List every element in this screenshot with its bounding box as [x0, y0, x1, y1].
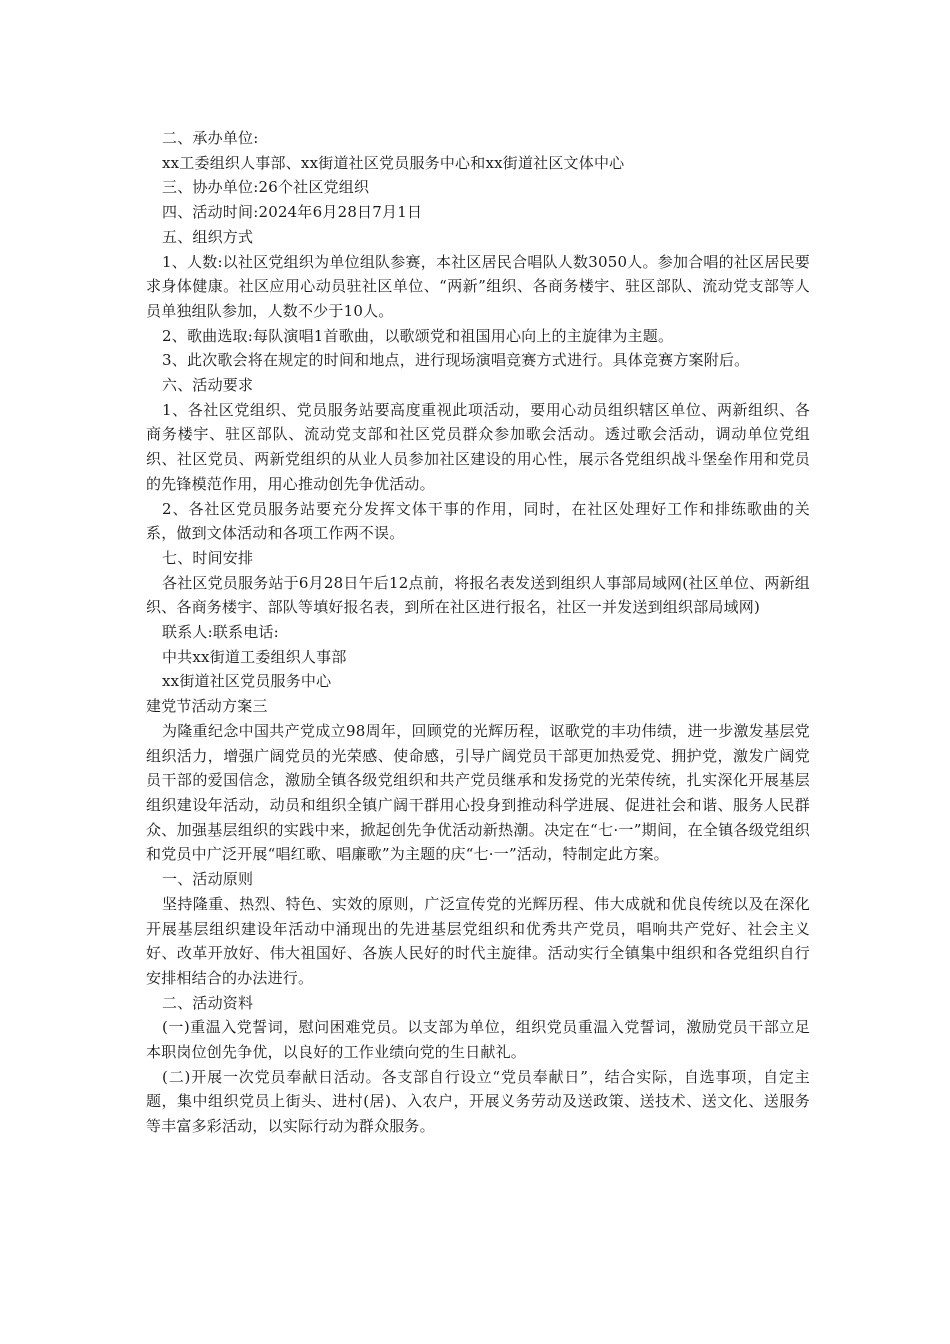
section-heading-organization-method: 五、组织方式: [162, 227, 254, 246]
paragraph-issuer-2: xx街道社区党员服务中心: [162, 672, 332, 691]
section-heading-materials: 二、活动资料: [162, 993, 254, 1012]
document-body: [146, 126, 810, 1139]
paragraph-song-selection: 2、歌曲选取:每队演唱1首歌曲，以歌颂党和祖国用心向上的主旋律为主题。: [162, 326, 674, 345]
section-heading-co-organizer: 三、协办单位:26个社区党组织: [162, 178, 370, 197]
section-heading-schedule: 七、时间安排: [162, 548, 254, 567]
paragraph-participants: 1、人数:以社区党组织为单位组队参赛，本社区居民合唱队人数3050人。参加合唱的社区居民要求身体健康。社区应用心动员驻社区单位、“两新”组织、各商务楼宇、驻区部队、流动党支部等人员单独组队参加，人数不少于10人。: [146, 252, 810, 320]
section-heading-undertaking-unit: 二、承办单位:: [162, 129, 259, 147]
plan-title: 建党节活动方案三: [146, 697, 268, 716]
paragraph-undertaking-units: xx工委组织人事部、xx街道社区党员服务中心和xx街道社区文体中心: [162, 153, 625, 172]
paragraph-requirement-1: 1、各社区党组织、党员服务站要高度重视此项活动，要用心动员组织辖区单位、两新组织、各商务楼宇、驻区部队、流动党支部和社区党员群众参加歌会活动。透过歌会活动，调动单位党组织、社区党员、两新党组织的从业人员参加社区建设的用心性，展示各党组织战斗堡垒作用和党员的先锋模范作用，用心推动创先争优活动。: [146, 400, 810, 493]
section-heading-event-time: 四、活动时间:2024年6月28日7月1日: [162, 203, 423, 222]
section-heading-requirements: 六、活动要求: [162, 376, 254, 395]
paragraph-material-2: (二)开展一次党员奉献日活动。各支部自行设立“党员奉献日”，结合实际，自选事项，自定主题，集中组织党员上街头、进村(居)、入农户，开展义务劳动及送政策、送技术、送文化、送服务等丰富多彩活动，以实际行动为群众服务。: [146, 1067, 810, 1136]
paragraph-contact: 联系人:联系电话:: [162, 623, 279, 642]
section-heading-principles: 一、活动原则: [162, 870, 254, 889]
paragraph-material-1: (一)重温入党誓词，慰问困难党员。以支部为单位，组织党员重温入党誓词，激励党员干部立足本职岗位创先争优，以良好的工作业绩向党的生日献礼。: [146, 1018, 810, 1062]
paragraph-introduction: 为隆重纪念中国共产党成立98周年，回顾党的光辉历程，讴歌党的丰功伟绩，进一步激发基层党组织活力，增强广阔党员的光荣感、使命感，引导广阔党员干部更加热爱党、拥护党，激发广阔党员干部的爱国信念，激励全镇各级党组织和共产党员继承和发扬党的光荣传统，扎实深化开展基层组织建设年活动，动员和组织全镇广阔干群用心投身到推动科学进展、促进社会和谐、服务人民群众、加强基层组织的实践中来，掀起创先争优活动新热潮。决定在“七·一”期间，在全镇各级党组织和党员中广泛开展“唱红歌、唱廉歌”为主题的庆“七·一”活动，特制定此方案。: [146, 721, 810, 864]
paragraph-competition-format: 3、此次歌会将在规定的时间和地点，进行现场演唱竞赛方式进行。具体竞赛方案附后。: [162, 351, 750, 370]
paragraph-principles: 坚持隆重、热烈、特色、实效的原则，广泛宣传党的光辉历程、伟大成就和优良传统以及在深化开展基层组织建设年活动中涌现出的先进基层党组织和优秀共产党员，唱响共产党好、社会主义好、改革开放好、伟大祖国好、各族人民好的时代主旋律。活动实行全镇集中组织和各党组织自行安排相结合的办法进行。: [146, 894, 810, 987]
paragraph-requirement-2: 2、各社区党员服务站要充分发挥文体干事的作用，同时，在社区处理好工作和排练歌曲的关系，做到文体活动和各项工作两不误。: [146, 499, 810, 543]
paragraph-schedule: 各社区党员服务站于6月28日午后12点前，将报名表发送到组织人事部局域网(社区单位、两新组织、各商务楼宇、部队等填好报名表，到所在社区进行报名，社区一并发送到组织部局域网): [146, 573, 810, 617]
paragraph-issuer-1: 中共xx街道工委组织人事部: [162, 647, 347, 666]
